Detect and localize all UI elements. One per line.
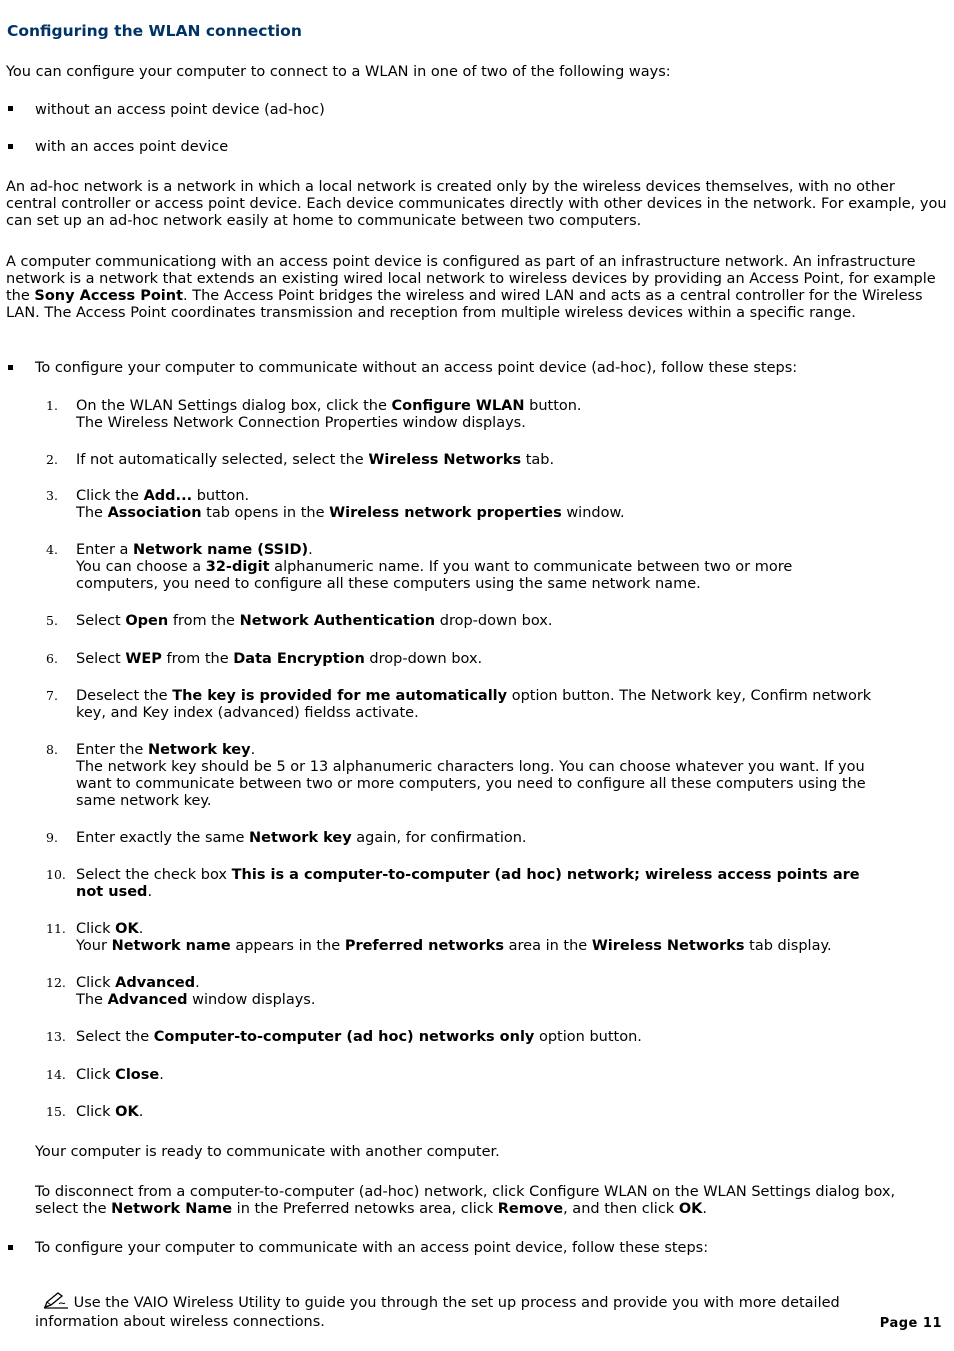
step-text: Select the check box This is a computer-to-computer (ad hoc) network; wireless access points are not used. xyxy=(76,867,860,900)
pencil-note-icon xyxy=(43,1291,69,1314)
step-detail: You can choose a 32-digit alphanumeric name. If you want to communicate between two or more computers, you need to configure all these computers using the same network name. xyxy=(76,559,793,592)
step-number: 4. xyxy=(46,542,58,557)
step-detail: The Wireless Network Connection Properties window displays. xyxy=(76,415,526,431)
step-detail: The network key should be 5 or 13 alphanumeric characters long. You can choose whatever you want. If you want to communicate between two or more computers, you need to configure all these computers using the same network key. xyxy=(76,759,866,809)
step-number: 6. xyxy=(46,651,58,666)
step-text: Click Close. xyxy=(76,1067,164,1083)
adhoc-paragraph: An ad-hoc network is a network in which a local network is created only by the wireless devices themselves, with no other central controller or access point device. Each device communicates directly with other devices in the network. For example, you can set up an ad-hoc network easily at home to communicate between two computers. xyxy=(6,179,947,229)
step-detail: The Advanced window displays. xyxy=(76,992,316,1008)
way-item: without an access point device (ad-hoc) xyxy=(35,102,325,118)
step-text: If not automatically selected, select the Wireless Networks tab. xyxy=(76,452,555,468)
step-detail: The Association tab opens in the Wireless network properties window. xyxy=(76,505,625,521)
step-text: Click Advanced. The Advanced window displays. xyxy=(76,975,316,1008)
step-number: 9. xyxy=(46,830,58,845)
ready-text: Your computer is ready to communicate with another computer. xyxy=(35,1144,500,1160)
step-number: 14. xyxy=(46,1067,66,1082)
step-text: Select WEP from the Data Encryption drop-down box. xyxy=(76,651,483,667)
step-number: 7. xyxy=(46,688,58,703)
ap-steps-heading: To configure your computer to communicate with an access point device, follow these steps: xyxy=(35,1240,709,1256)
step-text: Enter the Network key. The network key should be 5 or 13 alphanumeric characters long. You can choose whatever you want. If you want to communicate between two or more computers, you need to configure all these computers using the same network key. xyxy=(76,742,866,809)
bullet-square-icon xyxy=(8,1245,13,1250)
page-number: Page 11 xyxy=(879,1316,942,1331)
step-text: Select the Computer-to-computer (ad hoc) networks only option button. xyxy=(76,1029,642,1045)
page-title: Configuring the WLAN connection xyxy=(7,22,302,40)
bullet-square-icon xyxy=(8,144,13,149)
step-number: 15. xyxy=(46,1104,66,1119)
step-text: Deselect the The key is provided for me automatically option button. The Network key, Confirm network key, and Key index (advanced) fieldss activate. xyxy=(76,688,872,721)
step-text: Enter exactly the same Network key again, for confirmation. xyxy=(76,830,527,846)
bullet-square-icon xyxy=(8,106,13,111)
step-detail: Your Network name appears in the Preferred networks area in the Wireless Networks tab display. xyxy=(76,938,832,954)
step-number: 12. xyxy=(46,975,66,990)
step-text: Select Open from the Network Authentication drop-down box. xyxy=(76,613,553,629)
step-number: 5. xyxy=(46,613,58,628)
step-number: 13. xyxy=(46,1029,66,1044)
step-text: Click OK. xyxy=(76,1104,144,1120)
step-number: 1. xyxy=(46,398,58,413)
step-text: Click the Add... button. The Association tab opens in the Wireless network properties window. xyxy=(76,488,625,521)
step-number: 2. xyxy=(46,452,58,467)
step-number: 8. xyxy=(46,742,58,757)
infrastructure-paragraph: A computer communicationg with an access point device is configured as part of an infrastructure network. An infrastructure network is a network that extends an existing wired local network to wireless devices by providing an Access Point, for example the Sony Access Point. The Access Point bridges the wireless and wired LAN and acts as a central controller for the Wireless LAN. The Access Point coordinates transmission and reception from multiple wireless devices within a specific range. xyxy=(6,254,936,321)
bullet-square-icon xyxy=(8,365,13,370)
step-text: Enter a Network name (SSID). You can choose a 32-digit alphanumeric name. If you want to communicate between two or more computers, you need to configure all these computers using the same network name. xyxy=(76,542,793,592)
way-item: with an acces point device xyxy=(35,139,229,155)
step-text: Click OK. Your Network name appears in the Preferred networks area in the Wireless Networks tab display. xyxy=(76,921,832,954)
step-number: 3. xyxy=(46,488,58,503)
intro-text: You can configure your computer to connect to a WLAN in one of two of the following ways: xyxy=(6,64,671,80)
disconnect-text: To disconnect from a computer-to-computer (ad-hoc) network, click Configure WLAN on the WLAN Settings dialog box, select the Network Name in the Preferred netowks area, click Remove, and then click OK. xyxy=(35,1184,896,1217)
adhoc-steps-heading: To configure your computer to communicate without an access point device (ad-hoc), follow these steps: xyxy=(35,360,798,376)
note-text: Use the VAIO Wireless Utility to guide you through the set up process and provide you with more detailed information about wireless connections. xyxy=(35,1291,895,1331)
step-number: 10. xyxy=(46,867,66,882)
step-text: On the WLAN Settings dialog box, click the Configure WLAN button. The Wireless Network Connection Properties window displays. xyxy=(76,398,582,431)
step-number: 11. xyxy=(46,921,66,936)
